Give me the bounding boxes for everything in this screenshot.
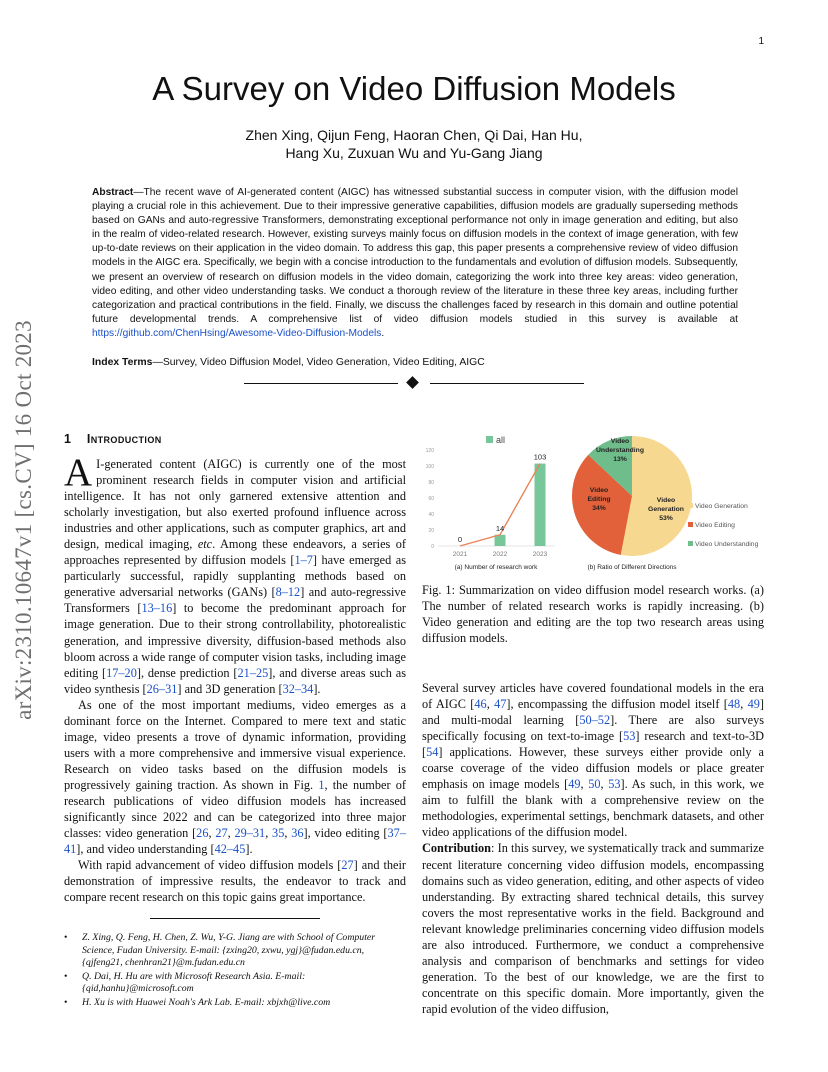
pie-chart-subtitle: (b) Ratio of Different Directions (587, 564, 677, 571)
arxiv-stamp-text: arXiv:2310.10647v1 [cs.CV] 16 Oct 2023 (11, 320, 36, 720)
survey-paragraph: Several survey articles have covered foundational models in the era of AIGC [46, 47], encompassing the diffusion model itself [48, 49] and multi-modal learning [50–52]. There are also surveys specifically focusing on text-to-image [53] research and text-to-3D [54] applications. However, these surveys either provide only a coarse coverage of the video diffusion models or place greater emphasis on image models [49, 50, 53]. As such, in this work, we aim to fulfill the blank with a comprehensive review on the methodologies, experimental settings, benchmark datasets, and other video applications of the diffusion model. (422, 681, 765, 840)
citation-link[interactable]: 8–12 (275, 585, 301, 600)
intro-text: ] and 3D generation [ (177, 681, 283, 696)
intro-paragraph-2: As one of the most important mediums, video emerges as a dominant force on the Internet. Compared to mere text and static image, video presents a trove of dynamic information, providing users with a more comprehensive and immersive visual experience. Research on video tasks based on the diffusion models is progressively gaining traction. As shown in Fig. 1, the number of research publications of video diffusion models has increased significantly since 2022 and can be categorized into three major classes: video generation [26, 27, 29–31, 35, 36], video editing [37–41], and video understanding [42–45]. (64, 697, 406, 857)
index-terms (92, 357, 738, 368)
y-tick-label: 20 (428, 528, 434, 534)
index-terms-label: Index Terms (92, 357, 153, 368)
x-tick-label: 2022 (492, 551, 508, 558)
right-column (422, 680, 764, 1017)
figure-1-svg (420, 432, 770, 577)
citation-link[interactable]: 49 (747, 697, 760, 712)
section-divider (244, 383, 584, 384)
divider-diamond (406, 376, 419, 389)
citation-link[interactable]: 13–16 (141, 601, 173, 616)
y-tick-label: 40 (428, 512, 434, 518)
data-label: 14 (495, 523, 505, 533)
bar (535, 464, 546, 546)
intro-text: ]. (313, 681, 321, 696)
citation-link[interactable]: 50 (588, 777, 601, 792)
x-tick-label: 2021 (452, 551, 468, 558)
intro-text: ] have emerged as particularly successful, rapidly supplanting methods based on generative adversarial networks (GANs) [ (64, 553, 406, 600)
citation-link[interactable]: 21–25 (237, 665, 269, 680)
contribution-label: Contribution (422, 841, 492, 856)
pie-chart (572, 436, 759, 571)
y-tick-label: 60 (428, 496, 434, 502)
body-text: ], encompassing the diffusion model itself [ (506, 697, 728, 712)
divider-line-right (430, 383, 584, 384)
abstract-text: —The recent wave of AI-generated content (AIGC) has witnessed substantial success in computer vision, with the diffusion model playing a crucial role in this achievement. Due to their impressive generative capabilities, diffusion models are gradually superseding methods based on GANs and auto-regressive Transformers, demonstrating exceptional performance not only in image generation and editing, but also in the realm of video-related research. However, existing surveys mainly focus on diffusion models in the context of image generation, with few up-to-date reviews on their application in the video domain. To address this gap, this paper presents a comprehensive review of video diffusion models in the AIGC era. Specifically, we begin with a concise introduction to the fundamentals and evolution of diffusion models. Subsequently, we present an overview of research on diffusion models in the video domain, categorizing the work into three key areas: video generation, video editing, and other video understanding tasks. We conduct a thorough review of the literature in these three key areas, including further categorization and practical contributions in the field. Finally, we discuss the challenges faced by research in this domain and outline potential future developmental trends. A comprehensive list of video diffusion models studied in this survey is available at (92, 187, 738, 325)
legend-label: Video Understanding (695, 541, 759, 548)
intro-text: ] and auto-regressive Transformers [ (64, 585, 406, 616)
footnote-item: • Z. Xing, Q. Feng, H. Chen, Z. Wu, Y-G. Jiang are with School of Computer Science, Fudan University. E-mail: {zxing20, zxwu, ygj}@fudan.edu.cn, {qjfeng21, chenhran21}@m.fudan.edu.cn (64, 932, 406, 970)
citation-link[interactable]: 35 (272, 826, 285, 841)
citation-link[interactable]: 32–34 (282, 681, 314, 696)
slice-label: 53% (659, 515, 673, 522)
citation-link[interactable]: 47 (494, 697, 507, 712)
intro-text: ], and diverse areas such as video synthesis [ (64, 665, 407, 696)
intro-etc: etc (197, 537, 213, 552)
legend-label: Video Editing (695, 522, 735, 529)
github-link[interactable]: https://github.com/ChenHsing/Awesome-Video-Diffusion-Models (92, 327, 382, 339)
body-text: ]. As such, in this work, we aim to fulfill the blank with a comprehensive review on the methodologies, experimental settings, benchmark datasets, and other video applications of the diffusion model. (422, 777, 764, 840)
y-tick-label: 120 (425, 448, 434, 454)
intro-text: ]. (245, 842, 253, 857)
abstract (92, 186, 738, 341)
citation-link[interactable]: 36 (291, 826, 304, 841)
body-text: ]. There are also surveys specifically focusing on text-to-image [ (422, 713, 765, 744)
x-tick-label: 2023 (532, 551, 548, 558)
footnote-item: • Q. Dai, H. Hu are with Microsoft Research Asia. E-mail: {qid,hanhu}@microsoft.com (64, 971, 406, 996)
citation-link[interactable]: 29–31 (234, 826, 266, 841)
slice-label: Generation (648, 506, 684, 513)
legend-label: all (496, 435, 506, 445)
citation-link[interactable]: 48 (727, 697, 741, 712)
legend-label: Video Generation (695, 503, 748, 510)
data-label: 103 (533, 452, 547, 462)
section-title: Introduction (86, 432, 162, 446)
slice-label: Video (656, 497, 676, 504)
figure-caption: Fig. 1: Summarization on video diffusion model research works. (a) The number of related research works is rapidly increasing. (b) Video generation and editing are the top two research areas using diffusion models. (422, 583, 764, 646)
bar-chart-subtitle: (a) Number of research work (454, 564, 538, 571)
body-text: : In this survey, we systematically track and summarize recent literature concerning video diffusion models, encompassing domains such as video generation, editing, and other aspects of video understanding. By extracting shared technical details, this survey covers the most representative works in the field. Background and relevant knowledge preliminaries concerning video diffusion models are also introduced. Furthermore, we conduct a comprehensive analysis and comparison of benchmarks and settings for video generation. To the best of our knowledge, we are the first to concentrate on this specific domain. More importantly, given the rapid evolution of the video diffusion, (422, 841, 764, 1016)
authors-line-2: Hang Xu, Zuxuan Wu and Yu-Gang Jiang (285, 145, 543, 161)
citation-link[interactable]: 53 (608, 777, 621, 792)
intro-text: . Among these endeavors, a series of approaches represented by diffusion models [ (64, 537, 406, 568)
index-terms-text: —Survey, Video Diffusion Model, Video Generation, Video Editing, AIGC (152, 357, 485, 368)
citation-link[interactable]: 49 (568, 777, 581, 792)
data-label: 0 (457, 535, 463, 544)
footnote-rule (150, 918, 320, 919)
page-number: 1 (758, 36, 764, 47)
divider-line-left (244, 383, 398, 384)
trend-line (457, 464, 540, 546)
abstract-label: Abstract (92, 187, 134, 198)
slice-label: Understanding (596, 447, 644, 454)
abstract-end: . (381, 327, 385, 339)
slice-label: Editing (587, 496, 611, 503)
y-tick-label: 100 (425, 464, 434, 470)
citation-link[interactable]: 37–41 (64, 826, 406, 857)
citation-link[interactable]: 53 (623, 729, 636, 744)
intro-text: ], video editing [ (303, 826, 388, 841)
citation-link[interactable]: 46 (474, 697, 487, 712)
intro-text: ] and their demonstration of impressive results, the endeavor to track and compare recent research on this topic gains great importance. (64, 858, 406, 905)
intro-paragraph-3 (64, 857, 406, 905)
intro-text: I-generated content (AIGC) is currently one of the most prominent research fields in computer vision and artificial intelligence. It has not only garnered extensive attention and scholarly investigation, but also exerted profound influence across industries and other applications, such as computer graphics, art and design, medical imaging, (64, 457, 406, 552)
citation-link[interactable]: 26 (196, 826, 209, 841)
citation-link[interactable]: 42–45 (214, 842, 246, 857)
intro-text: ] to become the predominant approach for image generation. Due to their strong controllability, photorealistic generation, and impressive diversity, diffusion-based methods also bloom across a wide range of computer vision tasks, including image editing [ (64, 601, 407, 680)
citation-link[interactable]: 27 (215, 826, 228, 841)
citation-link[interactable]: 50–52 (579, 713, 611, 728)
intro-text: As one of the most important mediums, video emerges as a dominant force on the Internet. Compared to mere text and static image, video presents a trove of dynamic information, providing users with a more comprehensive and immersive visual experience. Research on video tasks based on the diffusion models is progressively gaining traction. As shown in Fig. (64, 697, 406, 792)
slice-label: 34% (592, 505, 606, 512)
y-tick-label: 80 (428, 480, 434, 486)
legend-swatch (688, 503, 693, 508)
authors-line-1: Zhen Xing, Qijun Feng, Haoran Chen, Qi Dai, Han Hu, (245, 127, 583, 143)
intro-text: , the number of research publications of video diffusion models has increased significantly since 2022 and can be categorized into three major classes: video generation [ (64, 777, 406, 841)
legend-swatch (688, 541, 693, 546)
section-heading (64, 432, 162, 446)
intro-text: ], and video understanding [ (76, 842, 215, 857)
footnote-item: • H. Xu is with Huawei Noah's Ark Lab. E-mail: xbjxh@live.com (64, 997, 406, 1010)
figure-ref-link[interactable]: 1 (318, 777, 325, 792)
legend-swatch (688, 522, 693, 527)
bar-chart (426, 435, 555, 571)
intro-text: With rapid advancement of video diffusion models [ (78, 858, 342, 873)
figure-1 (420, 432, 770, 577)
legend-swatch (486, 436, 493, 443)
slice-label: Video (589, 487, 609, 494)
body-text: ] research and text-to-3D [ (422, 729, 764, 760)
body-text: ] and multi-modal learning [ (422, 697, 765, 728)
citation-link[interactable]: 54 (426, 745, 439, 760)
body-text: ] applications. However, these surveys either provide only a coarse coverage of the video diffusion models or place greater emphasis on image models [ (422, 745, 764, 792)
authors (0, 126, 828, 162)
citation-link[interactable]: 17–20 (106, 665, 137, 680)
intro-paragraph-1 (64, 451, 407, 697)
y-tick-label: 0 (431, 544, 434, 550)
body-text: Several survey articles have covered foundational models in the era of AIGC [ (422, 681, 764, 712)
slice-label: 13% (613, 456, 627, 463)
citation-link[interactable]: 27 (341, 858, 354, 873)
citation-link[interactable]: 1–7 (294, 553, 313, 568)
citation-link[interactable]: 26–31 (146, 681, 178, 696)
paper-title: A Survey on Video Diffusion Models (152, 70, 676, 107)
slice-label: Video (610, 438, 630, 445)
footnotes (64, 932, 406, 1010)
intro-text: ], dense prediction [ (136, 665, 238, 680)
drop-cap: A (64, 451, 93, 494)
section-number: 1 (64, 432, 72, 446)
intro-column (64, 451, 407, 905)
contribution-paragraph (422, 840, 764, 1017)
